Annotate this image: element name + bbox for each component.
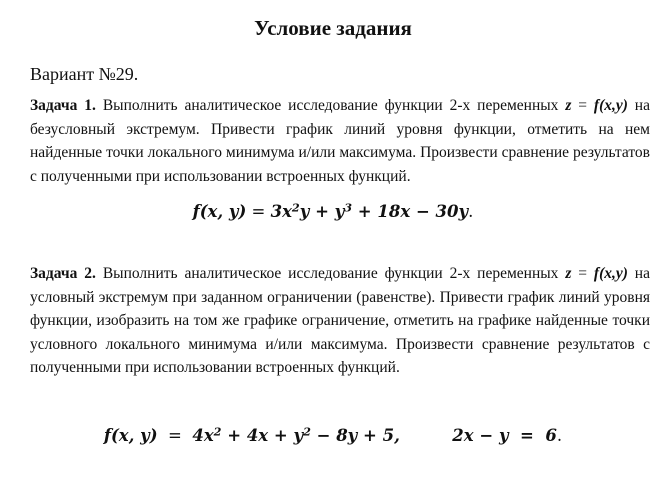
formula-2-minus-1: − [310, 426, 337, 445]
formula-2-term-1: 4x [192, 426, 214, 445]
constraint-rhs: 6 [545, 426, 557, 445]
task-2-paragraph [30, 262, 650, 380]
task-1-eq: = [571, 97, 594, 114]
formula-1-term-4: 30y [435, 202, 469, 221]
formula-2-plus-3: + [357, 426, 383, 445]
formula-1-minus: − [410, 202, 436, 221]
constraint-eq: = [508, 426, 546, 445]
formula-1-end: . [468, 202, 474, 221]
formula-1-plus-2: + [352, 202, 378, 221]
task-1-paragraph [30, 94, 650, 188]
formula-1-term-1-tail: y [299, 202, 310, 221]
formula-2-term-5: 5, [382, 426, 400, 445]
constraint-term-1: 2x [452, 426, 474, 445]
task-2-fxy: f(x,y) [593, 265, 628, 282]
task-1-z: z [565, 97, 572, 114]
formula-2-plus-2: + [268, 426, 294, 445]
task-1-fxy: f(x,y) [593, 97, 628, 114]
formula-2-term-3-exp: 2 [303, 424, 311, 439]
task-2-eq: = [571, 265, 594, 282]
formula-2-plus-1: + [221, 426, 247, 445]
formula-2-lhs: f(x, y) [103, 426, 158, 445]
formula-2-term-4: 8y [336, 426, 358, 445]
formula-2-term-2: 4x [246, 426, 269, 445]
formula-1-term-3: 18x [377, 202, 411, 221]
formula-1-plus-1: + [309, 202, 335, 221]
formula-2-gap [400, 426, 452, 445]
formula-2-end: . [556, 426, 563, 445]
formula-1-term-1-exp: 2 [291, 200, 300, 215]
formula-1-lhs: f(x, y) [192, 202, 247, 221]
task-1-text-a: Выполнить аналитическое исследование функции 2-х переменных [95, 97, 566, 114]
task-2-label: Задача 2. [30, 265, 96, 282]
constraint-minus: − [473, 426, 499, 445]
formula-1-eq: = [246, 202, 271, 221]
formula-2-term-3: y [293, 426, 304, 445]
page-title: Условие задания [254, 16, 412, 40]
formula-2-term-1-exp: 2 [213, 424, 222, 439]
task-2-z: z [565, 265, 572, 282]
constraint-term-2: y [498, 426, 509, 445]
task-1-text-b: на безусловный экстремум. Привести график линий уровня функции, отметить на нем найденные точки локального минимума и/или максимума. Произвести сравнение результатов с полученными при использовании встроенных функций. [30, 97, 650, 185]
formula-2-eq: = [157, 426, 193, 445]
task-2-formula [0, 424, 666, 448]
task-2-text-a: Выполнить аналитическое исследование функции 2-х переменных [95, 265, 566, 282]
formula-1-term-2: y [334, 202, 345, 221]
task-1-label: Задача 1. [30, 97, 96, 114]
formula-1-term-1: 3x [270, 202, 292, 221]
task-2-text-b: на условный экстремум при заданном ограничении (равенстве). Привести график линий уровня функции, изобразить на том же графике ограничение, отметить на графике найденные точки условного локального минимума и/или максимума. Произвести сравнение результатов с полученными при использовании встроенных функций. [30, 265, 650, 376]
task-1-formula [0, 200, 666, 224]
variant-label: Вариант №29. [30, 64, 139, 84]
formula-1-term-2-exp: 3 [344, 200, 353, 215]
